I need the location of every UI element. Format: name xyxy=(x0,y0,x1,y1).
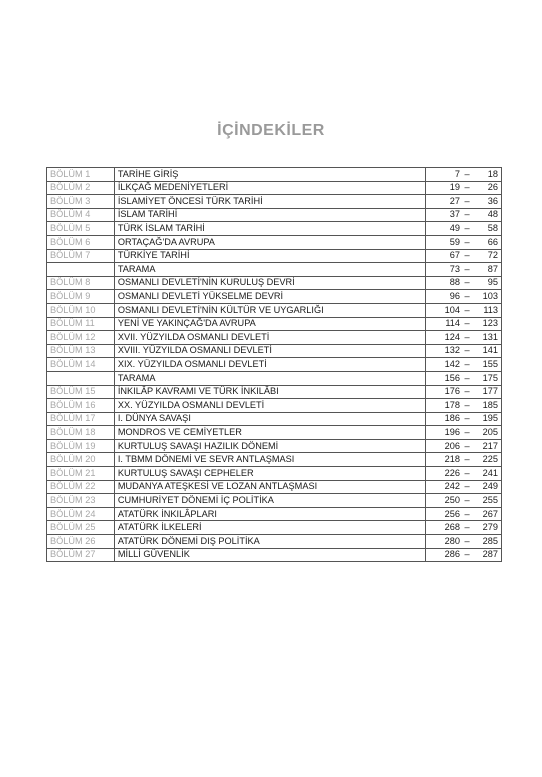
page-separator: – xyxy=(464,209,470,220)
chapter-number: BÖLÜM 1 xyxy=(47,168,115,182)
table-row xyxy=(47,426,502,440)
table-row xyxy=(47,263,502,277)
page-separator: – xyxy=(464,494,470,505)
page-title: İÇİNDEKİLER xyxy=(217,122,325,139)
chapter-title: XX. YÜZYILDA OSMANLI DEVLETİ xyxy=(114,399,425,413)
page-range xyxy=(426,480,502,494)
page-separator: – xyxy=(464,481,470,492)
page-start: 27 xyxy=(449,195,460,206)
table-row xyxy=(47,412,502,426)
page-separator: – xyxy=(464,277,470,288)
page-end: 123 xyxy=(482,318,498,329)
page-range xyxy=(426,439,502,453)
table-row xyxy=(47,168,502,182)
chapter-number: BÖLÜM 13 xyxy=(47,344,115,358)
table-row xyxy=(47,371,502,385)
page-separator: – xyxy=(464,168,470,179)
page-range xyxy=(426,453,502,467)
table-row xyxy=(47,222,502,236)
page-start: 196 xyxy=(444,426,460,437)
table-row xyxy=(47,249,502,263)
chapter-number: BÖLÜM 24 xyxy=(47,507,115,521)
chapter-title: YENİ VE YAKINÇAĞ'DA AVRUPA xyxy=(114,317,425,331)
chapter-number: BÖLÜM 11 xyxy=(47,317,115,331)
page-start: 178 xyxy=(444,399,460,410)
chapter-number: BÖLÜM 8 xyxy=(47,276,115,290)
page-start: 256 xyxy=(444,508,460,519)
chapter-number: BÖLÜM 23 xyxy=(47,494,115,508)
page-range xyxy=(426,181,502,195)
page-separator: – xyxy=(464,359,470,369)
chapter-title: XVIII. YÜZYILDA OSMANLI DEVLETİ xyxy=(114,344,425,358)
page-start: 49 xyxy=(449,223,460,234)
page-start: 186 xyxy=(444,413,460,424)
page-start: 37 xyxy=(449,209,460,220)
page-range xyxy=(426,548,502,562)
page-end: 36 xyxy=(487,195,498,206)
page-end: 72 xyxy=(487,250,498,261)
chapter-title: ATATÜRK DÖNEMİ DIŞ POLİTİKA xyxy=(114,535,425,549)
page-start: 88 xyxy=(449,277,460,288)
chapter-number: BÖLÜM 16 xyxy=(47,399,115,413)
page-separator: – xyxy=(464,236,470,247)
page-range xyxy=(426,521,502,535)
table-row xyxy=(47,303,502,317)
chapter-title: TARAMA xyxy=(114,263,425,277)
page-start: 7 xyxy=(454,168,460,179)
page-end: 175 xyxy=(482,372,498,383)
chapter-number: BÖLÜM 4 xyxy=(47,208,115,222)
page-range xyxy=(426,494,502,508)
chapter-title: MUDANYA ATEŞKESİ VE LOZAN ANTLAŞMASI xyxy=(114,480,425,494)
table-row xyxy=(47,467,502,481)
page-end: 249 xyxy=(482,481,498,492)
chapter-title: ATATÜRK İNKILÂPLARI xyxy=(114,507,425,521)
chapter-title: MONDROS VE CEMİYETLER xyxy=(114,426,425,440)
page-start: 73 xyxy=(449,263,460,274)
chapter-title: TÜRK İSLAM TARİHİ xyxy=(114,222,425,236)
page-start: 59 xyxy=(449,236,460,247)
page-separator: – xyxy=(464,372,470,383)
table-of-contents xyxy=(46,167,502,562)
page-separator: – xyxy=(464,223,470,234)
page-end: 279 xyxy=(482,522,498,533)
table-row xyxy=(47,331,502,345)
page-separator: – xyxy=(464,195,470,206)
page-range xyxy=(426,412,502,426)
table-row xyxy=(47,290,502,304)
page-separator: – xyxy=(464,345,470,356)
page-range xyxy=(426,331,502,345)
table-row xyxy=(47,480,502,494)
page-end: 285 xyxy=(482,535,498,546)
page-range xyxy=(426,399,502,413)
page-end: 155 xyxy=(482,359,498,369)
page-separator: – xyxy=(464,304,470,315)
table-row xyxy=(47,235,502,249)
page-separator: – xyxy=(464,454,470,465)
chapter-title: OSMANLI DEVLETİ'NİN KURULUŞ DEVRİ xyxy=(114,276,425,290)
table-row xyxy=(47,358,502,372)
page-end: 217 xyxy=(482,440,498,451)
page-separator: – xyxy=(464,386,470,397)
chapter-title: İNKILÂP KAVRAMI VE TÜRK İNKILÂBI xyxy=(114,385,425,399)
table-row xyxy=(47,548,502,562)
table-row xyxy=(47,344,502,358)
page-range xyxy=(426,467,502,481)
chapter-title: I. DÜNYA SAVAŞI xyxy=(114,412,425,426)
chapter-number: BÖLÜM 18 xyxy=(47,426,115,440)
page-end: 66 xyxy=(487,236,498,247)
page-start: 250 xyxy=(444,494,460,505)
chapter-number: BÖLÜM 2 xyxy=(47,181,115,195)
table-row xyxy=(47,535,502,549)
page-start: 242 xyxy=(444,481,460,492)
page-end: 241 xyxy=(482,467,498,478)
page-range xyxy=(426,426,502,440)
page-separator: – xyxy=(464,413,470,424)
page-range xyxy=(426,222,502,236)
page-end: 113 xyxy=(483,304,498,315)
chapter-title: ORTAÇAĞ'DA AVRUPA xyxy=(114,235,425,249)
chapter-number: BÖLÜM 15 xyxy=(47,385,115,399)
chapter-title: OSMANLI DEVLETİ YÜKSELME DEVRİ xyxy=(114,290,425,304)
page-separator: – xyxy=(464,399,470,410)
page-range xyxy=(426,358,502,372)
page-end: 103 xyxy=(482,291,498,302)
page-start: 132 xyxy=(444,345,460,356)
page-end: 255 xyxy=(482,494,498,505)
page-range xyxy=(426,385,502,399)
chapter-number xyxy=(47,263,115,277)
chapter-title: I. TBMM DÖNEMİ VE SEVR ANTLAŞMASI xyxy=(114,453,425,467)
page-separator: – xyxy=(464,440,470,451)
page-range xyxy=(426,208,502,222)
page-start: 104 xyxy=(444,304,460,315)
table-row xyxy=(47,385,502,399)
chapter-title: İSLAM TARİHİ xyxy=(114,208,425,222)
chapter-number: BÖLÜM 10 xyxy=(47,303,115,317)
page-separator: – xyxy=(464,263,470,274)
page-separator: – xyxy=(464,331,470,342)
chapter-number: BÖLÜM 20 xyxy=(47,453,115,467)
page-start: 156 xyxy=(444,372,460,383)
page-range xyxy=(426,317,502,331)
chapter-title: KURTULUŞ SAVAŞI CEPHELER xyxy=(114,467,425,481)
page-separator: – xyxy=(464,426,470,437)
page-separator: – xyxy=(464,522,470,533)
table-row xyxy=(47,494,502,508)
page-separator: – xyxy=(464,467,470,478)
table-row xyxy=(47,453,502,467)
page-end: 205 xyxy=(482,426,498,437)
page-start: 124 xyxy=(444,331,460,342)
chapter-title: CUMHURİYET DÖNEMİ İÇ POLİTİKA xyxy=(114,494,425,508)
chapter-number: BÖLÜM 14 xyxy=(47,358,115,372)
page-range xyxy=(426,371,502,385)
chapter-number: BÖLÜM 27 xyxy=(47,548,115,562)
page-range xyxy=(426,235,502,249)
page-range xyxy=(426,276,502,290)
chapter-title: XVII. YÜZYILDA OSMANLI DEVLETİ xyxy=(114,331,425,345)
page-end: 287 xyxy=(482,549,498,560)
page-separator: – xyxy=(464,182,470,193)
chapter-number: BÖLÜM 17 xyxy=(47,412,115,426)
chapter-title: KURTULUŞ SAVAŞI HAZILIK DÖNEMİ xyxy=(114,439,425,453)
page-range xyxy=(426,168,502,182)
page-start: 218 xyxy=(444,454,460,465)
table-row xyxy=(47,276,502,290)
page-end: 18 xyxy=(487,168,498,179)
chapter-number: BÖLÜM 6 xyxy=(47,235,115,249)
toc-body xyxy=(47,168,502,562)
page-end: 225 xyxy=(482,454,498,465)
page-end: 131 xyxy=(482,331,498,342)
chapter-number: BÖLÜM 12 xyxy=(47,331,115,345)
page-start: 226 xyxy=(444,467,460,478)
table-row xyxy=(47,208,502,222)
page-start: 142 xyxy=(444,359,460,369)
page-start: 96 xyxy=(449,291,460,302)
chapter-title: ATATÜRK İLKELERİ xyxy=(114,521,425,535)
table-row xyxy=(47,181,502,195)
page-range xyxy=(426,535,502,549)
page-separator: – xyxy=(464,549,470,560)
chapter-number: BÖLÜM 22 xyxy=(47,480,115,494)
page-end: 95 xyxy=(487,277,498,288)
page-end: 141 xyxy=(482,345,498,356)
page-end: 177 xyxy=(482,386,498,397)
chapter-number: BÖLÜM 19 xyxy=(47,439,115,453)
page-start: 206 xyxy=(444,440,460,451)
chapter-title: MİLLİ GÜVENLİK xyxy=(114,548,425,562)
chapter-number: BÖLÜM 9 xyxy=(47,290,115,304)
table-row xyxy=(47,507,502,521)
chapter-title: İSLAMİYET ÖNCESİ TÜRK TARİHİ xyxy=(114,195,425,209)
page-start: 67 xyxy=(449,250,460,261)
page-end: 185 xyxy=(482,399,498,410)
page-end: 48 xyxy=(487,209,498,220)
chapter-title: TÜRKİYE TARİHİ xyxy=(114,249,425,263)
page-range xyxy=(426,303,502,317)
chapter-title: İLKÇAĞ MEDENİYETLERİ xyxy=(114,181,425,195)
page-range xyxy=(426,195,502,209)
chapter-title: XIX. YÜZYILDA OSMANLI DEVLETİ xyxy=(114,358,425,372)
page-range xyxy=(426,507,502,521)
page-range xyxy=(426,249,502,263)
chapter-title: TARİHE GİRİŞ xyxy=(114,168,425,182)
chapter-number: BÖLÜM 21 xyxy=(47,467,115,481)
table-row xyxy=(47,439,502,453)
page-end: 58 xyxy=(487,223,498,234)
page-range xyxy=(426,263,502,277)
chapter-number xyxy=(47,371,115,385)
chapter-number: BÖLÜM 26 xyxy=(47,535,115,549)
chapter-number: BÖLÜM 7 xyxy=(47,249,115,263)
page-end: 26 xyxy=(487,182,498,193)
table-row xyxy=(47,521,502,535)
page-start: 19 xyxy=(449,182,460,193)
page-start: 280 xyxy=(444,535,460,546)
chapter-title: OSMANLI DEVLETİ'NİN KÜLTÜR VE UYGARLIĞI xyxy=(114,303,425,317)
table-row xyxy=(47,317,502,331)
page-start: 268 xyxy=(444,522,460,533)
page-start: 286 xyxy=(444,549,460,560)
page-separator: – xyxy=(464,535,470,546)
chapter-number: BÖLÜM 25 xyxy=(47,521,115,535)
page-range xyxy=(426,290,502,304)
page-end: 87 xyxy=(487,263,498,274)
page-end: 195 xyxy=(482,413,498,424)
page-start: 114 xyxy=(445,318,460,329)
page-separator: – xyxy=(464,250,470,261)
table-row xyxy=(47,399,502,413)
page-separator: – xyxy=(464,508,470,519)
chapter-title: TARAMA xyxy=(114,371,425,385)
page-range xyxy=(426,344,502,358)
page-start: 176 xyxy=(444,386,460,397)
page-end: 267 xyxy=(482,508,498,519)
page-separator: – xyxy=(464,318,470,329)
page-separator: – xyxy=(464,291,470,302)
chapter-number: BÖLÜM 3 xyxy=(47,195,115,209)
table-row xyxy=(47,195,502,209)
chapter-number: BÖLÜM 5 xyxy=(47,222,115,236)
